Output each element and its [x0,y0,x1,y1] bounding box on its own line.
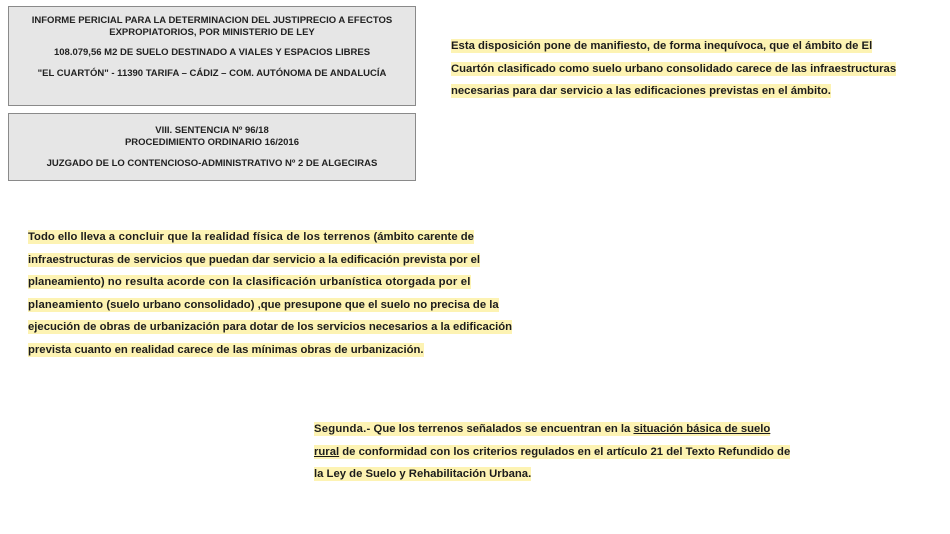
paragraph-line: Cuartón clasificado como suelo urbano consolidado carece de las infraestructuras [451,62,897,75]
report-title-line-1: INFORME PERICIAL PARA LA DETERMINACION DEL JUSTIPRECIO A EFECTOS [31,15,393,26]
paragraph-line: la Ley de Suelo y Rehabilitación Urbana. [314,468,532,480]
procedure-number: PROCEDIMIENTO ORDINARIO 16/2016 [124,136,300,148]
text-run: (ámbito carente de [370,231,474,243]
emphasis-run: a concluir que la realidad física de los terrenos [108,231,371,243]
sentence-number: VIII. SENTENCIA Nº 96/18 [155,125,269,136]
paragraph-segunda [314,418,904,486]
underlined-term: rural [314,445,340,458]
paragraph-line: infraestructuras de servicios que puedan dar servicio a la edificación prevista por el [28,253,481,266]
report-area-line: 108.079,56 M2 DE SUELO DESTINADO A VIALES Y ESPACIOS LIBRES [53,46,371,58]
paragraph-line: prevista cuanto en realidad carece de las mínimas obras de urbanización. [28,343,424,356]
segunda-heading: Segunda.- [314,423,371,435]
underlined-term: situación básica de suelo [633,423,771,435]
sentence-header-box [8,113,416,181]
text-run: (suelo urbano consolidado) ,que presupone que el suelo no precisa de la [103,298,499,311]
paragraph-line: necesarias para dar servicio a las edificaciones previstas en el ámbito. [451,85,831,97]
text-run: planeamiento) [28,276,108,288]
paragraph-infrastructure [451,35,943,103]
paragraph-line: Esta disposición pone de manifiesto, de forma inequívoca, que el ámbito de El [451,40,873,52]
text-run: Que los terrenos señalados se encuentran en la [370,423,634,435]
report-header-box [8,6,416,106]
text-run: Todo ello lleva [28,231,109,243]
text-run: de conformidad con los criterios regulados en el artículo 21 del Texto Refundido de [339,445,791,458]
emphasis-run: planeamiento [28,298,104,311]
paragraph-line: ejecución de obras de urbanización para dotar de los servicios necesarios a la edificación [28,321,513,333]
report-location-line: "EL CUARTÓN" - 11390 TARIFA – CÁDIZ – COM. AUTÓNOMA DE ANDALUCÍA [37,67,387,79]
court-name: JUZGADO DE LO CONTENCIOSO-ADMINISTRATIVO Nº 2 DE ALGECIRAS [46,157,378,169]
report-title-line-2: EXPROPIATORIOS, POR MINISTERIO DE LEY [109,26,315,38]
emphasis-run: no resulta acorde con la clasificación urbanística otorgada por el [107,276,471,288]
paragraph-conclusion [28,226,608,361]
